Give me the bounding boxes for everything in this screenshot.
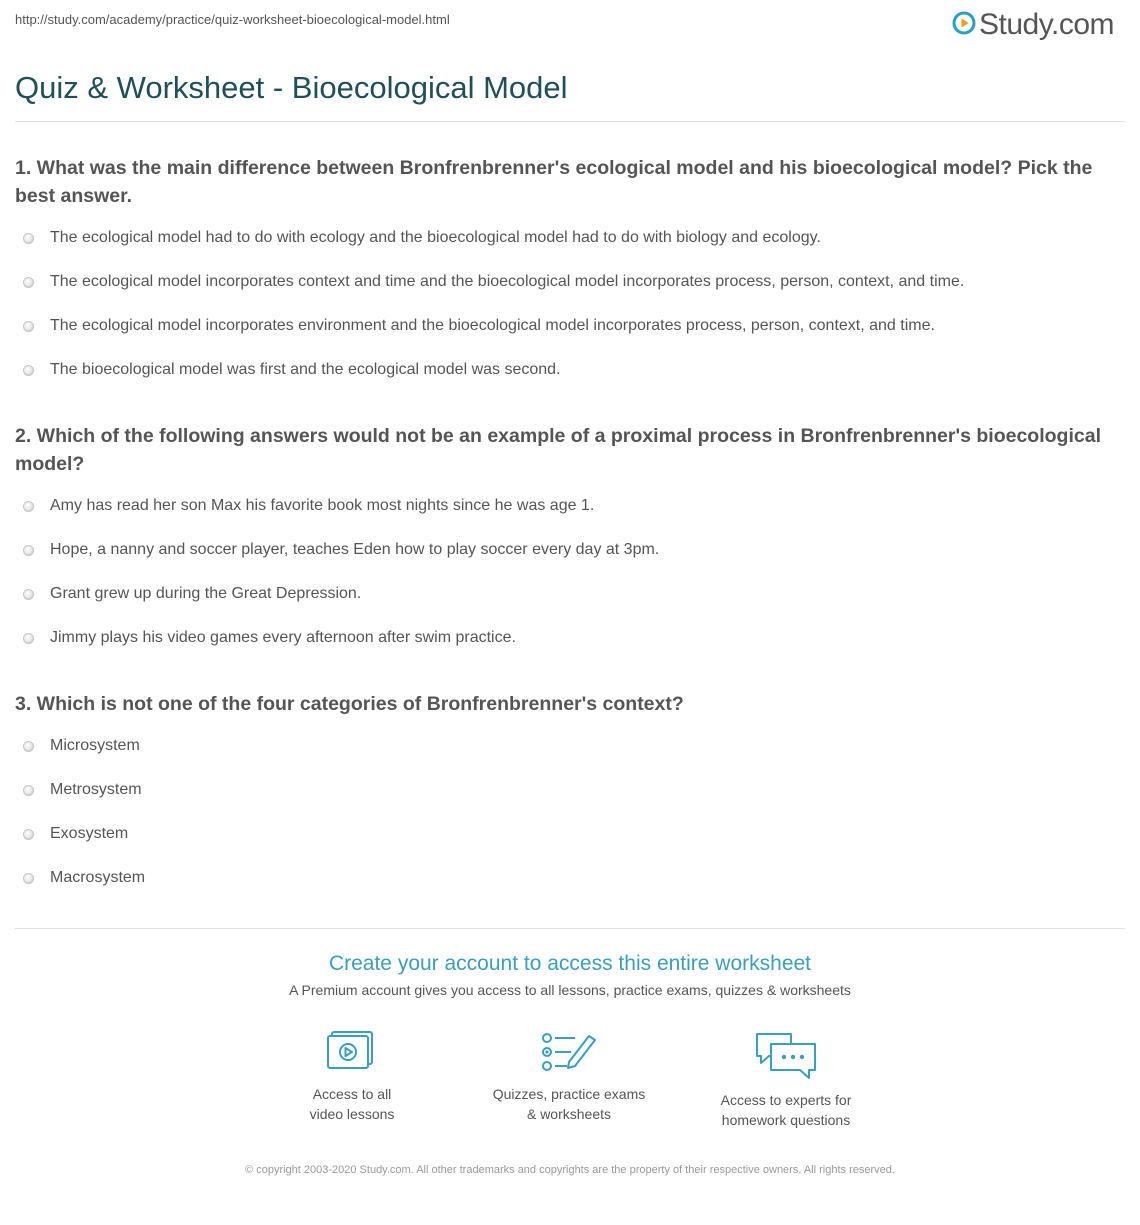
radio-button[interactable] — [23, 829, 34, 840]
radio-button[interactable] — [23, 633, 34, 644]
answer-option[interactable] — [20, 484, 659, 528]
logo-text: Study.com — [979, 8, 1114, 41]
feature-label-line1: Access to all — [312, 1086, 392, 1102]
option-label: The ecological model incorporates context and time and the bioecological model incorporates process, person, context, and time. — [50, 273, 965, 290]
feature-quizzes — [469, 1030, 669, 1124]
page-title: Quiz & Worksheet - Bioecological Model — [15, 70, 568, 105]
answer-option[interactable] — [20, 528, 659, 572]
answer-option[interactable] — [20, 856, 145, 900]
option-label: The ecological model had to do with ecology and the bioecological model had to do with biology and ecology. — [50, 229, 821, 246]
radio-button[interactable] — [23, 277, 34, 288]
answer-option[interactable] — [20, 260, 964, 304]
radio-button[interactable] — [23, 321, 34, 332]
question-2: 2. Which of the following answers would not be an example of a proximal process in Bronfrenbrenner's bioecological model? — [15, 425, 1101, 475]
feature-label-line2: & worksheets — [526, 1106, 612, 1122]
radio-button[interactable] — [23, 589, 34, 600]
radio-button[interactable] — [23, 873, 34, 884]
option-label: Hope, a nanny and soccer player, teaches Eden how to play soccer every day at 3pm. — [50, 541, 660, 558]
radio-button[interactable] — [23, 233, 34, 244]
option-label: Microsystem — [50, 737, 140, 754]
answer-option[interactable] — [20, 768, 145, 812]
option-label: Metrosystem — [50, 781, 142, 798]
feature-label-line1: Quizzes, practice exams — [492, 1086, 646, 1102]
question-1: 1. What was the main difference between Bronfrenbrenner's ecological model and his bioecological model? Pick the best answer. — [15, 157, 1093, 207]
chat-bubbles-icon — [686, 1030, 886, 1082]
answer-option[interactable] — [20, 348, 964, 392]
answer-option[interactable] — [20, 616, 659, 660]
feature-label-line2: video lessons — [309, 1106, 395, 1122]
question-1-options — [20, 216, 964, 392]
option-label: The bioecological model was first and the ecological model was second. — [50, 361, 561, 378]
study-logo[interactable] — [952, 8, 1114, 42]
cta-divider — [15, 928, 1125, 929]
question-3-options — [20, 724, 145, 900]
feature-label-line1: Access to experts for — [720, 1092, 852, 1108]
play-circle-icon — [952, 11, 976, 40]
option-label: The ecological model incorporates environment and the bioecological model incorporates process, person, context, and time. — [50, 317, 935, 334]
answer-option[interactable] — [20, 216, 964, 260]
question-3: 3. Which is not one of the four categories of Bronfrenbrenner's context? — [15, 693, 684, 715]
copyright-notice: © copyright 2003-2020 Study.com. All other trademarks and copyrights are the property of their respective owners. All rights reserved. — [245, 1164, 895, 1176]
question-2-options — [20, 484, 659, 660]
option-label: Amy has read her son Max his favorite book most nights since he was age 1. — [50, 497, 595, 514]
option-label: Exosystem — [50, 825, 129, 842]
feature-experts — [686, 1030, 886, 1130]
feature-video-lessons — [252, 1030, 452, 1124]
title-divider — [15, 121, 1125, 122]
option-label: Grant grew up during the Great Depression. — [50, 585, 362, 602]
option-label: Jimmy plays his video games every afternoon after swim practice. — [50, 629, 516, 646]
cta-subtitle: A Premium account gives you access to all lessons, practice exams, quizzes & worksheets — [289, 982, 851, 998]
radio-button[interactable] — [23, 545, 34, 556]
answer-option[interactable] — [20, 812, 145, 856]
radio-button[interactable] — [23, 741, 34, 752]
answer-option[interactable] — [20, 304, 964, 348]
option-label: Macrosystem — [50, 869, 146, 886]
video-lessons-icon — [252, 1030, 452, 1076]
create-account-link[interactable]: Create your account to access this entire worksheet — [328, 952, 812, 975]
radio-button[interactable] — [23, 785, 34, 796]
feature-label-line2: homework questions — [721, 1112, 851, 1128]
radio-button[interactable] — [23, 501, 34, 512]
radio-button[interactable] — [23, 365, 34, 376]
answer-option[interactable] — [20, 724, 145, 768]
answer-option[interactable] — [20, 572, 659, 616]
page-url: http://study.com/academy/practice/quiz-worksheet-bioecological-model.html — [15, 12, 450, 27]
quiz-checklist-icon — [469, 1030, 669, 1076]
